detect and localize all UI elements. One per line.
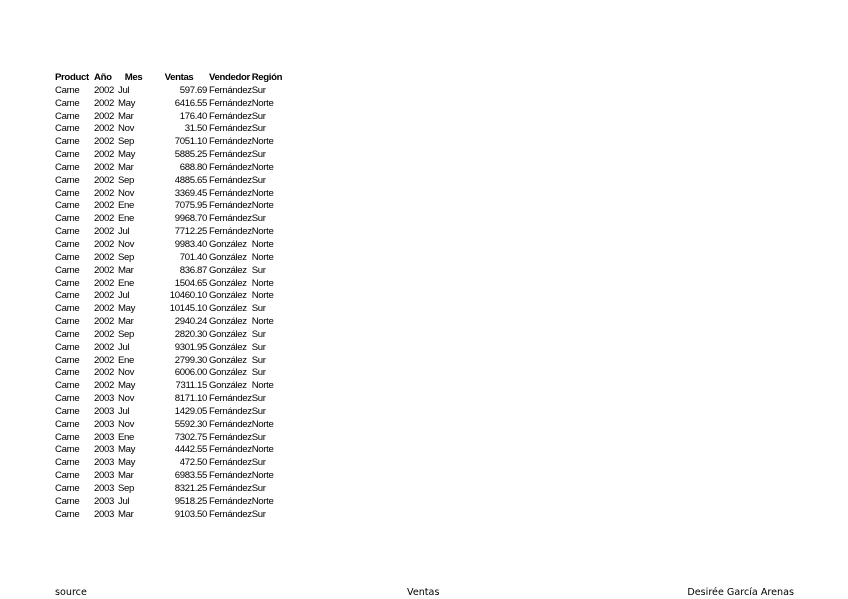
cell-sales: 2940.24 <box>174 316 207 328</box>
cell-year: 2002 <box>94 303 114 315</box>
cell-seller: González <box>209 251 247 263</box>
cell-sales: 2799.30 <box>174 354 207 366</box>
cell-month: May <box>118 303 136 315</box>
cell-sales: 7311.15 <box>175 380 207 392</box>
cell-region: Norte <box>251 200 274 212</box>
cell-seller: González <box>209 238 247 250</box>
cell-month: Nov <box>118 367 135 379</box>
table-row <box>55 470 292 483</box>
cell-year: 2002 <box>94 277 114 289</box>
table-row <box>55 239 292 252</box>
table-row <box>55 200 292 213</box>
cell-year: 2003 <box>94 495 114 507</box>
cell-region: Norte <box>251 380 274 392</box>
cell-year: 2002 <box>94 226 114 238</box>
table-row <box>55 483 292 496</box>
cell-product: Carne <box>55 84 80 96</box>
table-row <box>55 457 292 470</box>
cell-year: 2002 <box>94 161 114 173</box>
cell-product: Carne <box>55 457 80 469</box>
column-header-year: Año <box>94 72 112 83</box>
cell-sales: 5592.30 <box>174 418 207 430</box>
footer-author: Desirée García Arenas <box>687 587 794 598</box>
cell-seller: Fernández <box>209 161 252 173</box>
cell-month: Ene <box>118 431 135 443</box>
cell-seller: Fernández <box>209 393 252 405</box>
cell-region: Sur <box>251 303 266 315</box>
cell-region: Norte <box>251 97 274 109</box>
cell-seller: González <box>209 290 247 302</box>
cell-region: Sur <box>251 341 266 353</box>
table-row <box>55 355 292 368</box>
cell-seller: Fernández <box>209 200 252 212</box>
table-row <box>55 496 292 509</box>
cell-month: Jul <box>118 226 130 238</box>
cell-month: Nov <box>118 238 135 250</box>
cell-month: Jul <box>118 405 130 417</box>
cell-product: Carne <box>55 328 80 340</box>
table-row <box>55 329 292 342</box>
cell-year: 2003 <box>94 405 114 417</box>
cell-region: Norte <box>251 161 274 173</box>
cell-product: Carne <box>55 136 80 148</box>
cell-month: May <box>118 97 136 109</box>
cell-sales: 9103.50 <box>174 508 207 520</box>
cell-year: 2003 <box>94 444 114 456</box>
sales-table <box>55 72 292 522</box>
cell-product: Carne <box>55 483 80 494</box>
table-row <box>55 444 292 457</box>
cell-sales: 836.87 <box>179 264 207 276</box>
cell-region: Sur <box>251 110 266 122</box>
cell-year: 2003 <box>94 418 114 430</box>
cell-month: Ene <box>118 277 135 289</box>
cell-sales: 6416.55 <box>174 97 207 109</box>
cell-year: 2002 <box>94 97 114 109</box>
cell-seller: Fernández <box>209 418 252 430</box>
cell-region: Sur <box>251 483 266 494</box>
cell-region: Norte <box>251 316 274 328</box>
cell-product: Carne <box>55 508 80 520</box>
table-row <box>55 367 292 380</box>
cell-month: May <box>118 149 136 161</box>
table-row <box>55 98 292 111</box>
cell-product: Carne <box>55 393 80 405</box>
cell-seller: González <box>209 264 247 276</box>
table-row <box>55 123 292 136</box>
cell-sales: 1504.65 <box>174 277 207 289</box>
cell-product: Carne <box>55 213 80 225</box>
cell-sales: 9968.70 <box>174 213 207 225</box>
cell-region: Sur <box>251 84 266 96</box>
cell-seller: González <box>209 328 247 340</box>
cell-seller: González <box>209 277 247 289</box>
cell-product: Carne <box>55 264 80 276</box>
cell-year: 2003 <box>94 508 114 520</box>
cell-region: Norte <box>251 277 274 289</box>
cell-sales: 7302.75 <box>174 431 207 443</box>
cell-region: Norte <box>251 470 274 482</box>
cell-month: Ene <box>118 213 135 225</box>
cell-sales: 3369.45 <box>174 187 207 199</box>
cell-product: Carne <box>55 431 80 443</box>
cell-year: 2002 <box>94 341 114 353</box>
cell-year: 2003 <box>94 431 114 443</box>
cell-seller: Fernández <box>209 123 252 135</box>
cell-seller: González <box>209 316 247 328</box>
cell-region: Sur <box>251 123 266 135</box>
cell-region: Norte <box>251 495 274 507</box>
cell-year: 2002 <box>94 123 114 135</box>
cell-sales: 8321.25 <box>174 483 207 494</box>
cell-month: May <box>118 444 136 456</box>
cell-month: Nov <box>118 393 135 405</box>
cell-product: Carne <box>55 238 80 250</box>
cell-product: Carne <box>55 290 80 302</box>
cell-seller: Fernández <box>209 508 252 520</box>
cell-year: 2002 <box>94 136 114 148</box>
table-row <box>55 419 292 432</box>
footer-sheet-name: Ventas <box>407 587 440 598</box>
cell-month: May <box>118 457 136 469</box>
cell-month: Sep <box>118 174 135 186</box>
cell-product: Carne <box>55 123 80 135</box>
cell-year: 2002 <box>94 367 114 379</box>
cell-product: Carne <box>55 149 80 161</box>
cell-seller: Fernández <box>209 149 252 161</box>
cell-month: Mar <box>118 316 134 328</box>
cell-region: Sur <box>251 328 266 340</box>
cell-seller: Fernández <box>209 405 252 417</box>
cell-region: Sur <box>251 174 266 186</box>
header-row <box>55 72 292 85</box>
cell-sales: 6983.55 <box>174 470 207 482</box>
table-row <box>55 136 292 149</box>
cell-product: Carne <box>55 277 80 289</box>
cell-year: 2003 <box>94 470 114 482</box>
cell-sales: 31.50 <box>184 123 207 135</box>
cell-seller: González <box>209 354 247 366</box>
cell-month: Nov <box>118 123 135 135</box>
cell-sales: 7075.95 <box>174 200 207 212</box>
cell-seller: Fernández <box>209 110 252 122</box>
table-row <box>55 149 292 162</box>
cell-region: Norte <box>251 290 274 302</box>
cell-product: Carne <box>55 251 80 263</box>
cell-month: Jul <box>118 495 130 507</box>
cell-region: Norte <box>251 238 274 250</box>
cell-product: Carne <box>55 470 80 482</box>
cell-month: Sep <box>118 136 135 148</box>
cell-region: Norte <box>251 136 274 148</box>
cell-seller: Fernández <box>209 84 252 96</box>
cell-seller: González <box>209 341 247 353</box>
table-row <box>55 188 292 201</box>
table-row <box>55 290 292 303</box>
cell-month: Jul <box>118 341 130 353</box>
cell-product: Carne <box>55 380 80 392</box>
cell-region: Sur <box>251 508 266 520</box>
cell-year: 2002 <box>94 110 114 122</box>
cell-month: Jul <box>118 84 130 96</box>
cell-month: Ene <box>118 354 135 366</box>
cell-sales: 4885.65 <box>174 174 207 186</box>
table-row <box>55 175 292 188</box>
table-row <box>55 316 292 329</box>
cell-product: Carne <box>55 174 80 186</box>
cell-region: Norte <box>251 187 274 199</box>
cell-product: Carne <box>55 354 80 366</box>
cell-seller: González <box>209 380 247 392</box>
cell-product: Carne <box>55 226 80 238</box>
cell-product: Carne <box>55 161 80 173</box>
cell-year: 2002 <box>94 264 114 276</box>
cell-seller: Fernández <box>209 444 252 456</box>
cell-month: Nov <box>118 418 135 430</box>
cell-year: 2002 <box>94 380 114 392</box>
cell-year: 2002 <box>94 238 114 250</box>
column-header-product: Product <box>55 72 89 83</box>
table-row <box>55 432 292 445</box>
cell-region: Norte <box>251 226 274 238</box>
column-header-region: Región <box>251 72 283 83</box>
cell-month: Mar <box>118 470 134 482</box>
cell-seller: Fernández <box>209 483 252 494</box>
cell-region: Sur <box>251 405 266 417</box>
cell-month: Nov <box>118 187 135 199</box>
table-row <box>55 226 292 239</box>
cell-seller: Fernández <box>209 187 252 199</box>
cell-product: Carne <box>55 341 80 353</box>
cell-product: Carne <box>55 444 80 456</box>
table-row <box>55 85 292 98</box>
cell-sales: 9301.95 <box>174 341 207 353</box>
column-header-seller: Vendedor <box>209 72 250 83</box>
cell-year: 2002 <box>94 354 114 366</box>
table-row <box>55 265 292 278</box>
cell-month: Mar <box>118 110 134 122</box>
cell-year: 2002 <box>94 213 114 225</box>
cell-sales: 4442.55 <box>174 444 207 456</box>
cell-product: Carne <box>55 187 80 199</box>
table-row <box>55 303 292 316</box>
cell-product: Carne <box>55 418 80 430</box>
cell-sales: 5885.25 <box>174 149 207 161</box>
cell-year: 2002 <box>94 84 114 96</box>
cell-sales: 9518.25 <box>174 495 207 507</box>
cell-product: Carne <box>55 316 80 328</box>
cell-year: 2002 <box>94 251 114 263</box>
cell-month: Ene <box>118 200 135 212</box>
cell-year: 2002 <box>94 328 114 340</box>
cell-seller: Fernández <box>209 226 252 238</box>
cell-year: 2002 <box>94 149 114 161</box>
table-row <box>55 393 292 406</box>
cell-region: Sur <box>251 264 266 276</box>
cell-sales: 597.69 <box>179 84 207 96</box>
column-header-month: Mes <box>124 72 143 83</box>
cell-seller: Fernández <box>209 431 252 443</box>
cell-seller: Fernández <box>209 470 252 482</box>
table-row <box>55 342 292 355</box>
cell-month: Sep <box>118 328 135 340</box>
cell-month: May <box>118 380 136 392</box>
table-body <box>55 85 292 522</box>
cell-year: 2003 <box>94 393 114 405</box>
cell-sales: 472.50 <box>179 457 207 469</box>
cell-seller: González <box>209 367 247 379</box>
cell-product: Carne <box>55 97 80 109</box>
cell-sales: 9983.40 <box>174 238 207 250</box>
cell-product: Carne <box>55 495 80 507</box>
cell-region: Norte <box>251 418 274 430</box>
cell-region: Sur <box>251 149 266 161</box>
cell-region: Sur <box>251 367 266 379</box>
cell-seller: Fernández <box>209 136 252 148</box>
cell-year: 2003 <box>94 483 114 494</box>
cell-region: Sur <box>251 431 266 443</box>
cell-seller: González <box>209 303 247 315</box>
cell-product: Carne <box>55 200 80 212</box>
cell-sales: 176.40 <box>179 110 207 122</box>
table-row <box>55 252 292 265</box>
cell-month: Sep <box>118 483 135 494</box>
cell-month: Mar <box>118 264 134 276</box>
cell-sales: 1429.05 <box>174 405 207 417</box>
table-row <box>55 406 292 419</box>
cell-year: 2002 <box>94 187 114 199</box>
cell-region: Norte <box>251 251 274 263</box>
cell-product: Carne <box>55 405 80 417</box>
cell-month: Mar <box>118 161 134 173</box>
cell-sales: 688.80 <box>179 161 207 173</box>
cell-year: 2003 <box>94 457 114 469</box>
cell-seller: Fernández <box>209 213 252 225</box>
cell-year: 2002 <box>94 316 114 328</box>
table-row <box>55 111 292 124</box>
cell-sales: 701.40 <box>179 251 207 263</box>
cell-seller: Fernández <box>209 457 252 469</box>
cell-region: Sur <box>251 457 266 469</box>
cell-sales: 7051.10 <box>174 136 207 148</box>
cell-sales: 10145.10 <box>169 303 207 315</box>
cell-region: Sur <box>251 354 266 366</box>
table-row <box>55 380 292 393</box>
cell-year: 2002 <box>94 290 114 302</box>
cell-seller: Fernández <box>209 495 252 507</box>
cell-sales: 8171.10 <box>174 393 207 405</box>
table-row <box>55 509 292 522</box>
cell-product: Carne <box>55 367 80 379</box>
cell-product: Carne <box>55 110 80 122</box>
footer-source: source <box>55 587 87 598</box>
cell-sales: 2820.30 <box>174 328 207 340</box>
table-row <box>55 278 292 291</box>
cell-sales: 6006.00 <box>174 367 207 379</box>
cell-seller: Fernández <box>209 174 252 186</box>
cell-sales: 7712.25 <box>174 226 207 238</box>
table-row <box>55 213 292 226</box>
cell-sales: 10460.10 <box>169 290 207 302</box>
cell-region: Sur <box>251 393 266 405</box>
cell-year: 2002 <box>94 200 114 212</box>
cell-month: Mar <box>118 508 134 520</box>
cell-month: Sep <box>118 251 135 263</box>
cell-region: Norte <box>251 444 274 456</box>
table-row <box>55 162 292 175</box>
column-header-sales: Ventas <box>164 72 194 83</box>
cell-region: Sur <box>251 213 266 225</box>
cell-year: 2002 <box>94 174 114 186</box>
cell-seller: Fernández <box>209 97 252 109</box>
cell-month: Jul <box>118 290 130 302</box>
cell-product: Carne <box>55 303 80 315</box>
